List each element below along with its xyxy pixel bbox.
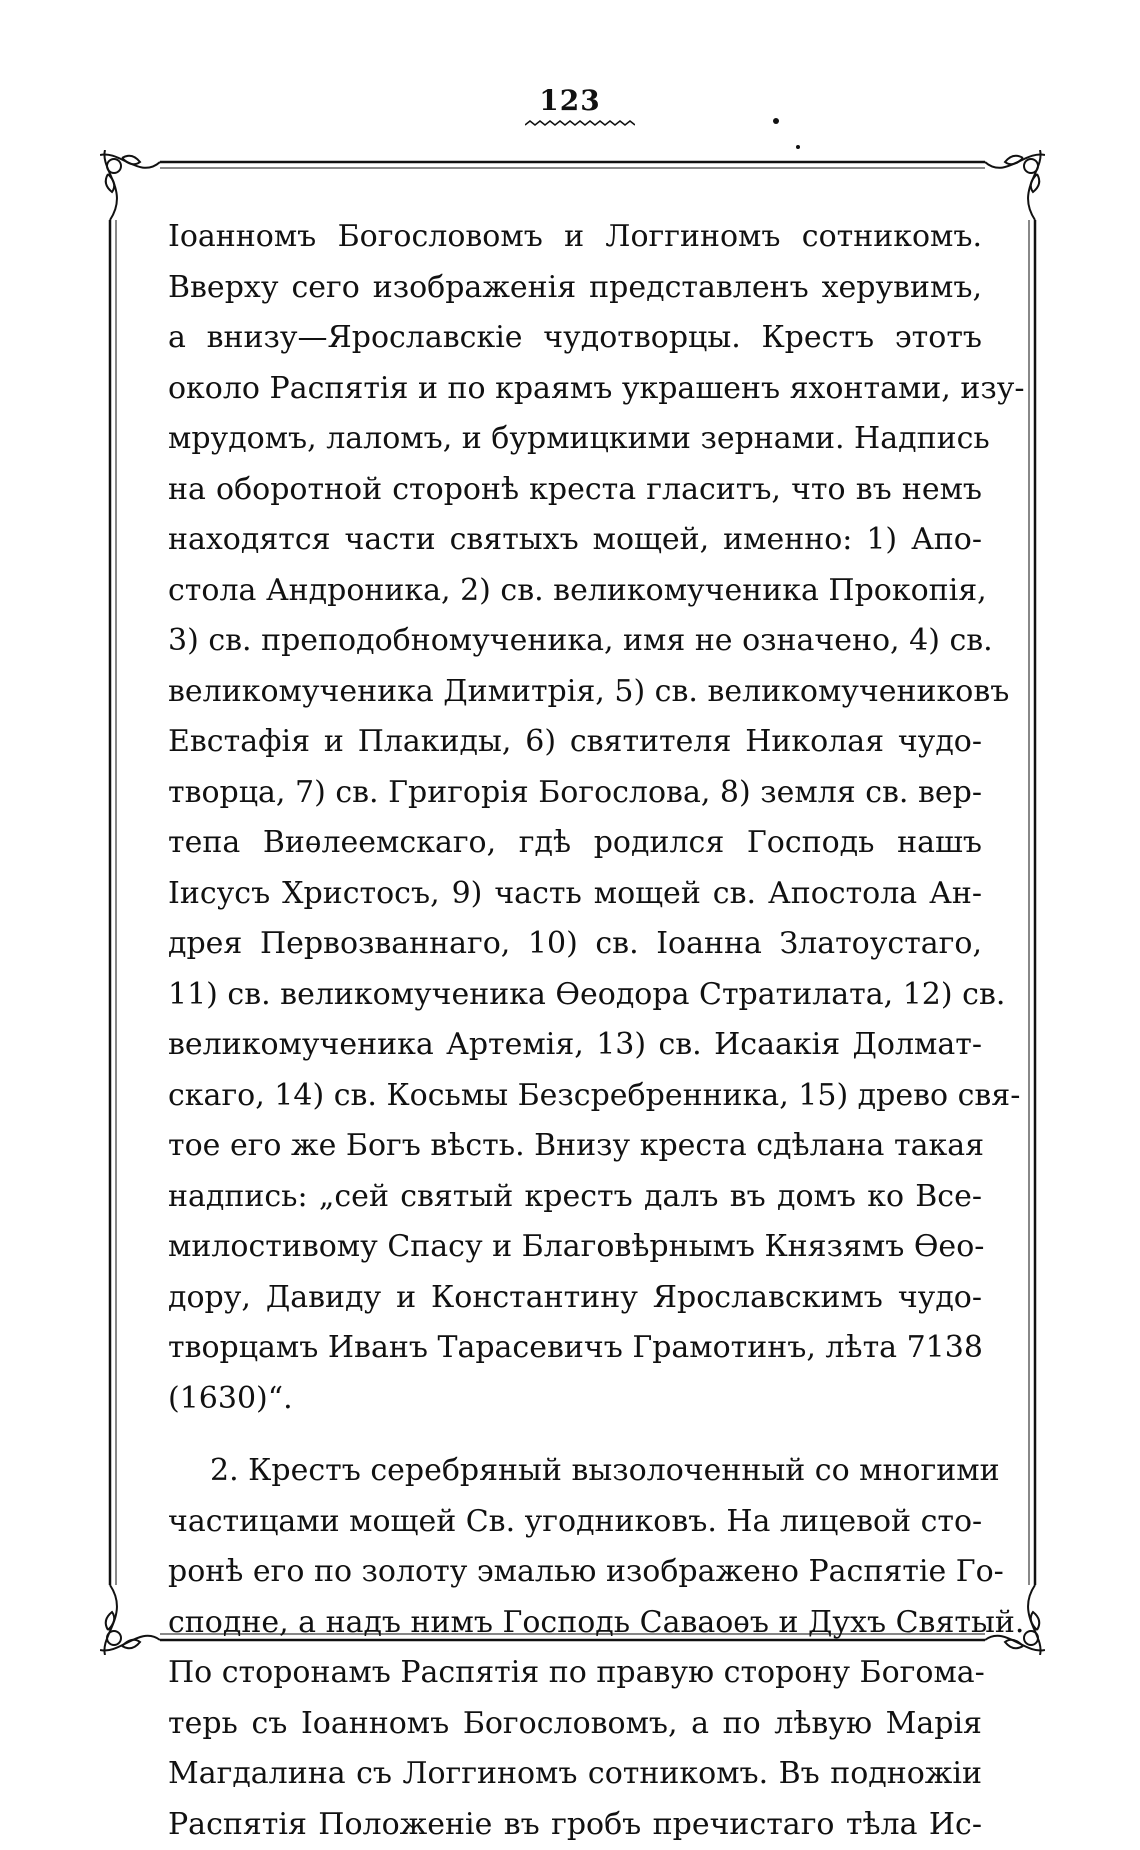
text-line: около Распятія и по краямъ украшенъ яхонтами, изу-: [168, 364, 982, 415]
text-line: стола Андроника, 2) св. великомученика Прокопія,: [168, 566, 982, 617]
text-line: скаго, 14) св. Косьмы Безсребренника, 15) древо свя-: [168, 1071, 982, 1122]
text-line: дору, Давиду и Константину Ярославскимъ чудо-: [168, 1273, 982, 1324]
corner-flourish-top-right: [985, 150, 1045, 220]
paragraph-1: [168, 212, 982, 1424]
text-line: тепа Виѳлеемскаго, гдѣ родился Господь нашъ: [168, 818, 982, 869]
corner-flourish-top-left: [100, 150, 160, 220]
corner-flourish-bottom-left: [100, 1585, 160, 1655]
text-line: надпись: „сей святый крестъ далъ въ домъ ко Все-: [168, 1172, 982, 1223]
text-line: частицами мощей Св. угодниковъ. На лицевой сто-: [168, 1497, 982, 1548]
text-line: сподне, а надъ нимъ Господь Саваоѳъ и Духъ Святый.: [168, 1598, 982, 1649]
text-line: на оборотной сторонѣ креста гласитъ, что въ немъ: [168, 465, 982, 516]
text-line: мрудомъ, лаломъ, и бурмицкими зернами. Надпись: [168, 414, 982, 465]
text-line: Вверху сего изображенія представленъ херувимъ,: [168, 263, 982, 314]
text-line: Іоанномъ Богословомъ и Логгиномъ сотникомъ.: [168, 212, 982, 263]
text-line: Магдалина съ Логгиномъ сотникомъ. Въ подножіи: [168, 1749, 982, 1800]
text-line: Распятія Положеніе въ гробъ пречистаго тѣла Ис-: [168, 1800, 982, 1850]
text-line: дрея Первозваннаго, 10) св. Іоанна Златоустаго,: [168, 919, 982, 970]
text-line: 3) св. преподобномученика, имя не означено, 4) св.: [168, 616, 982, 667]
text-line: Евстафія и Плакиды, 6) святителя Николая чудо-: [168, 717, 982, 768]
text-line: 2. Крестъ серебряный вызолоченный со многими: [168, 1446, 982, 1497]
text-line: великомученика Артемія, 13) св. Исаакія Долмат-: [168, 1020, 982, 1071]
text-line: Іисусъ Христосъ, 9) часть мощей св. Апостола Ан-: [168, 869, 982, 920]
page-number-ornament: [525, 118, 635, 132]
text-line: милостивому Спасу и Благовѣрнымъ Князямъ Ѳео-: [168, 1222, 982, 1273]
text-line: тое его же Богъ вѣсть. Внизу креста сдѣлана такая: [168, 1121, 982, 1172]
text-line: а внизу—Ярославскіе чудотворцы. Крестъ этотъ: [168, 313, 982, 364]
paragraph-2: [168, 1446, 982, 1850]
paragraph-gap: [168, 1424, 982, 1446]
text-line: находятся части святыхъ мощей, именно: 1) Апо-: [168, 515, 982, 566]
text-line: (1630)“.: [168, 1374, 982, 1425]
ink-speck: [773, 118, 779, 124]
ink-speck: [796, 145, 800, 149]
text-line: терь съ Іоанномъ Богословомъ, а по лѣвую Марія: [168, 1699, 982, 1750]
text-line: По сторонамъ Распятія по правую сторону Богома-: [168, 1648, 982, 1699]
text-line: творцамъ Иванъ Тарасевичъ Грамотинъ, лѣта 7138: [168, 1323, 982, 1374]
text-line: великомученика Димитрія, 5) св. великомучениковъ: [168, 667, 982, 718]
text-line: ронѣ его по золоту эмалью изображено Распятіе Го-: [168, 1547, 982, 1598]
page-number: 123: [0, 84, 1140, 117]
text-line: 11) св. великомученика Ѳеодора Стратилата, 12) св.: [168, 970, 982, 1021]
page-body-text: [168, 212, 982, 1850]
text-line: творца, 7) св. Григорія Богослова, 8) земля св. вер-: [168, 768, 982, 819]
